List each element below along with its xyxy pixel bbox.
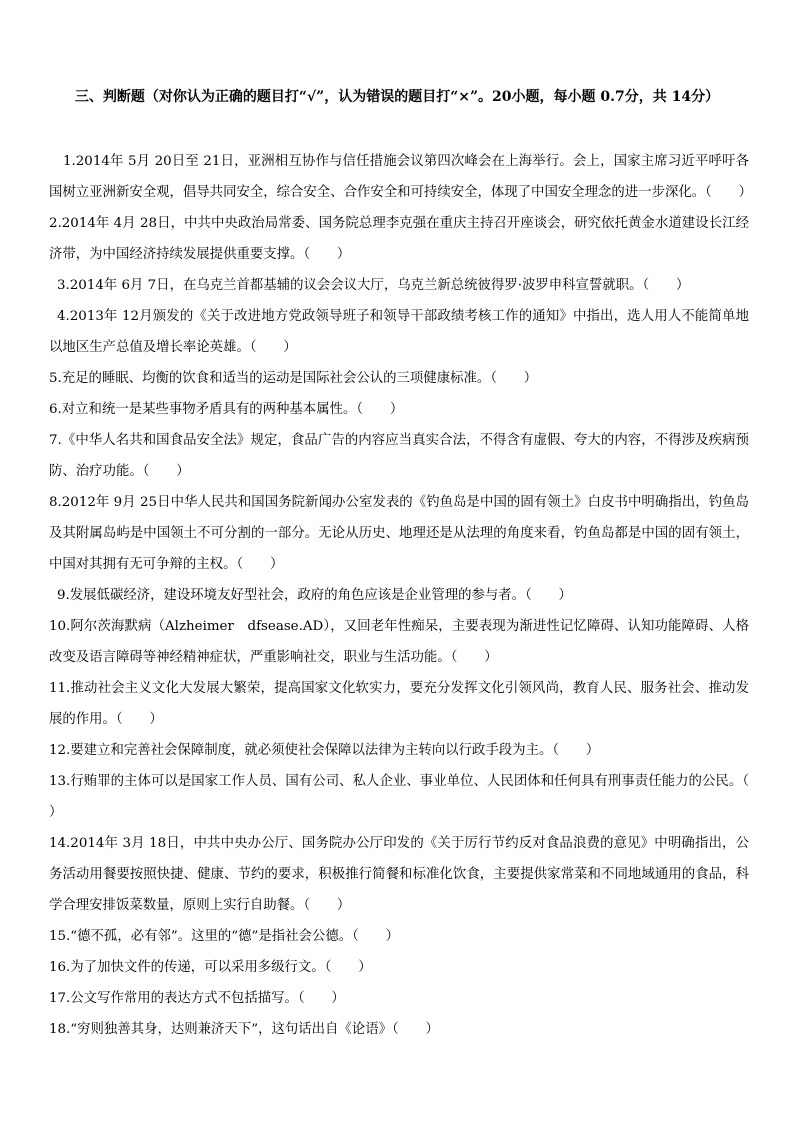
section-title: 三、判断题（对你认为正确的题目打“√”，认为错误的题目打“×”。20小题，每小题 0.7分，共 14分） — [74, 89, 720, 105]
question-item-14: 14.2014年 3月 18日，中共中央办公厅、国务院办公厅印发的《关于厉行节约反对食品浪费的意见》中明确指出，公务活动用餐要按照快捷、健康、节约的要求，积极推行简餐和标准化饮食，主要提供家常菜和不同地域通用的食品，科学合理安排饭菜数量，原则上实行自助餐。（ ） — [49, 836, 749, 913]
question-list — [49, 146, 776, 1045]
question-item-7: 7.《中华人名共和国食品安全法》规定，食品广告的内容应当真实合法，不得含有虚假、夸大的内容，不得涉及疾病预防、治疗功能。（ ） — [49, 433, 749, 479]
question-item-5: 5.充足的睡眠、均衡的饮食和适当的运动是国际社会公认的三项健康标准。（ ） — [49, 371, 538, 386]
question-item-18: 18.“穷则独善其身，达则兼济天下”，这句话出自《论语》（ ） — [49, 1022, 439, 1037]
question-item-11: 11.推动社会主义文化大发展大繁荣，提高国家文化软实力，要充分发挥文化引领风尚，教育人民、服务社会、推动发展的作用。（ ） — [49, 681, 749, 727]
question-item-16: 16.为了加快文件的传递，可以采用多级行文。（ ） — [49, 960, 372, 975]
question-item-10: 10.阿尔茨海默病（Alzheimer dfsease.AD），又回老年性痴呆，主要表现为渐进性记忆障碍、认知功能障碍、人格改变及语言障碍等神经精神症状，严重影响社交，职业与生活功能。（ ） — [49, 619, 749, 665]
question-item-1: 1.2014年 5月 20日至 21日，亚洲相互协作与信任措施会议第四次峰会在上海举行。会上，国家主席习近平呼吁各国树立亚洲新安全观，倡导共同安全，综合安全、合作安全和可持续安全，体现了中国安全理念的进一步深化。（ ） — [49, 154, 752, 200]
question-item-12: 12.要建立和完善社会保障制度，就必须使社会保障以法律为主转向以行政手段为主。（ ） — [49, 743, 600, 758]
question-item-3: 3.2014年 6月 7日，在乌克兰首都基辅的议会会议大厅，乌克兰新总统彼得罗·波罗申科宣誓就职。（ ） — [57, 278, 690, 293]
question-item-9: 9.发展低碳经济，建设环境友好型社会，政府的角色应该是企业管理的参与者。（ ） — [57, 588, 572, 603]
question-item-6: 6.对立和统一是某些事物矛盾具有的两种基本属性。（ ） — [49, 402, 404, 417]
question-item-15: 15.“德不孤，必有邻”。这里的“德”是指社会公德。（ ） — [49, 929, 399, 944]
question-item-4: 4.2013年 12月颁发的《关于改进地方党政领导班子和领导干部政绩考核工作的通知》中指出，选人用人不能简单地以地区生产总值及增长率论英雄。（ ） — [49, 309, 749, 355]
question-item-17: 17.公文写作常用的表达方式不包括描写。（ ） — [49, 991, 345, 1006]
question-item-2: 2.2014年 4月 28日，中共中央政治局常委、国务院总理李克强在重庆主持召开座谈会，研究依托黄金水道建设长江经济带，为中国经济持续发展提供重要支撑。（ ） — [49, 216, 749, 262]
question-item-8: 8.2012年 9月 25日中华人民共和国国务院新闻办公室发表的《钓鱼岛是中国的固有领土》白皮书中明确指出，钓鱼岛及其附属岛屿是中国领土不可分割的一部分。无论从历史、地理还是从法理的角度来看，钓鱼岛都是中国的固有领土，中国对其拥有无可争辩的主权。（ ） — [49, 495, 749, 572]
question-item-13: 13.行贿罪的主体可以是国家工作人员、国有公司、私人企业、事业单位、人民团体和任何具有刑事责任能力的公民。（ ） — [49, 774, 776, 820]
